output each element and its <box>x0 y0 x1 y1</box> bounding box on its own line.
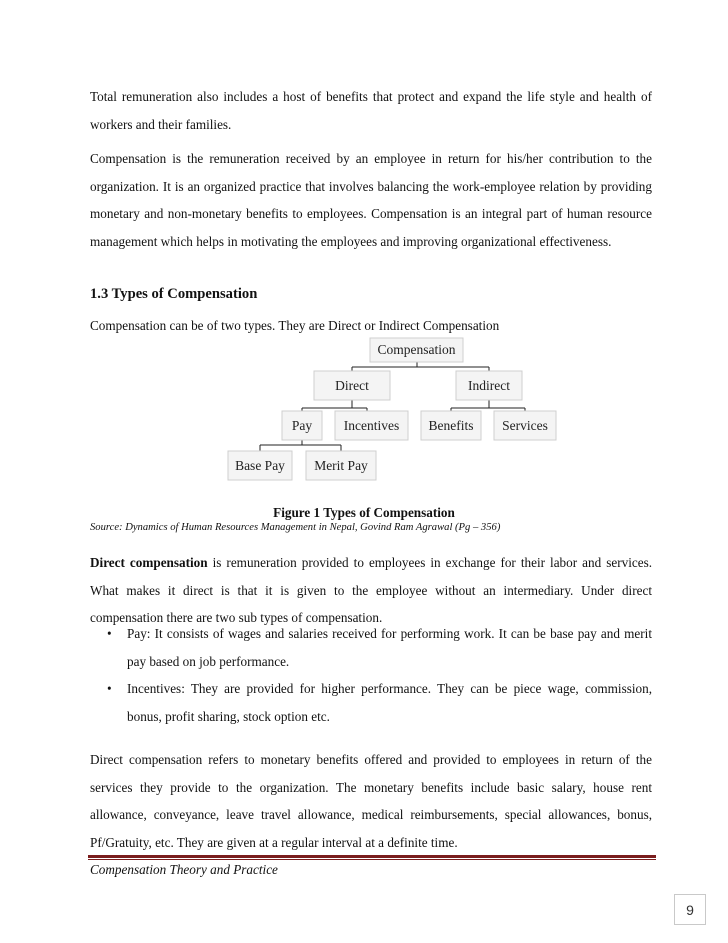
bullet-icon: • <box>107 681 112 696</box>
node-base-pay <box>228 451 292 480</box>
list-item <box>90 620 652 675</box>
footer-divider-thin <box>88 859 656 860</box>
bullet-text: Pay: It consists of wages and salaries received for performing work. It can be base pay and merit pay based on job performance. <box>127 626 652 669</box>
node-incentives <box>335 411 408 440</box>
node-merit-pay-label: Merit Pay <box>314 458 368 473</box>
connector-pay <box>260 440 341 451</box>
bullet-icon: • <box>107 626 112 641</box>
paragraph-compensation-definition: Compensation is the remuneration received by an employee in return for his/her contribution to the organization. It is an organized practice that involves balancing the work-employee relation by providing monetary and non-monetary benefits to employees. Compensation is an integral part of human resource management which helps in motivating the employees and improving organizational effectiveness. <box>90 151 652 249</box>
connector-indirect <box>451 400 525 411</box>
node-compensation-label: Compensation <box>377 342 456 357</box>
node-direct <box>314 371 390 400</box>
node-compensation <box>370 338 463 362</box>
page-number: 9 <box>674 894 706 925</box>
intro-line: Compensation can be of two types. They are Direct or Indirect Compensation <box>90 318 500 333</box>
compensation-diagram <box>0 330 728 490</box>
footer-divider <box>88 855 656 858</box>
paragraph-remuneration: Total remuneration also includes a host of benefits that protect and expand the life style and health of workers and their families. <box>90 89 652 132</box>
node-services-label: Services <box>502 418 548 433</box>
direct-compensation-text: is remuneration provided to employees in exchange for their labor and services. What makes it direct is that it is given to the employee without an intermediary. Under direct compensation there are two sub types of compensation. <box>90 555 652 625</box>
direct-compensation-term: Direct compensation <box>90 555 208 570</box>
node-pay <box>282 411 322 440</box>
bullet-text: Incentives: They are provided for higher performance. They can be piece wage, commission, bonus, profit sharing, stock option etc. <box>127 681 652 724</box>
node-base-pay-label: Base Pay <box>235 458 285 473</box>
bullet-list <box>90 620 652 730</box>
node-benefits <box>421 411 481 440</box>
paragraph-direct-monetary: Direct compensation refers to monetary benefits offered and provided to employees in return of the services they provide to the organization. The monetary benefits include basic salary, house rent allowance, conveyance, leave travel allowance, medical reimbursements, special allowances, bonus, Pf/Gratuity, etc. They are given at a regular interval at a definite time. <box>90 752 652 850</box>
section-heading: 1.3 Types of Compensation <box>90 286 258 302</box>
list-item <box>90 675 652 730</box>
connector-root <box>352 362 489 371</box>
node-services <box>494 411 556 440</box>
node-incentives-label: Incentives <box>343 418 400 433</box>
footer-title: Compensation Theory and Practice <box>90 862 278 877</box>
node-pay-label: Pay <box>291 418 313 433</box>
node-indirect-label: Indirect <box>468 378 510 393</box>
connector-direct <box>302 400 367 411</box>
node-indirect <box>456 371 522 400</box>
figure-source: Source: Dynamics of Human Resources Management in Nepal, Govind Ram Agrawal (Pg – 356) <box>90 522 501 533</box>
node-benefits-label: Benefits <box>428 418 474 433</box>
node-direct-label: Direct <box>335 378 369 393</box>
node-merit-pay <box>306 451 376 480</box>
figure-caption: Figure 1 Types of Compensation <box>273 505 455 520</box>
